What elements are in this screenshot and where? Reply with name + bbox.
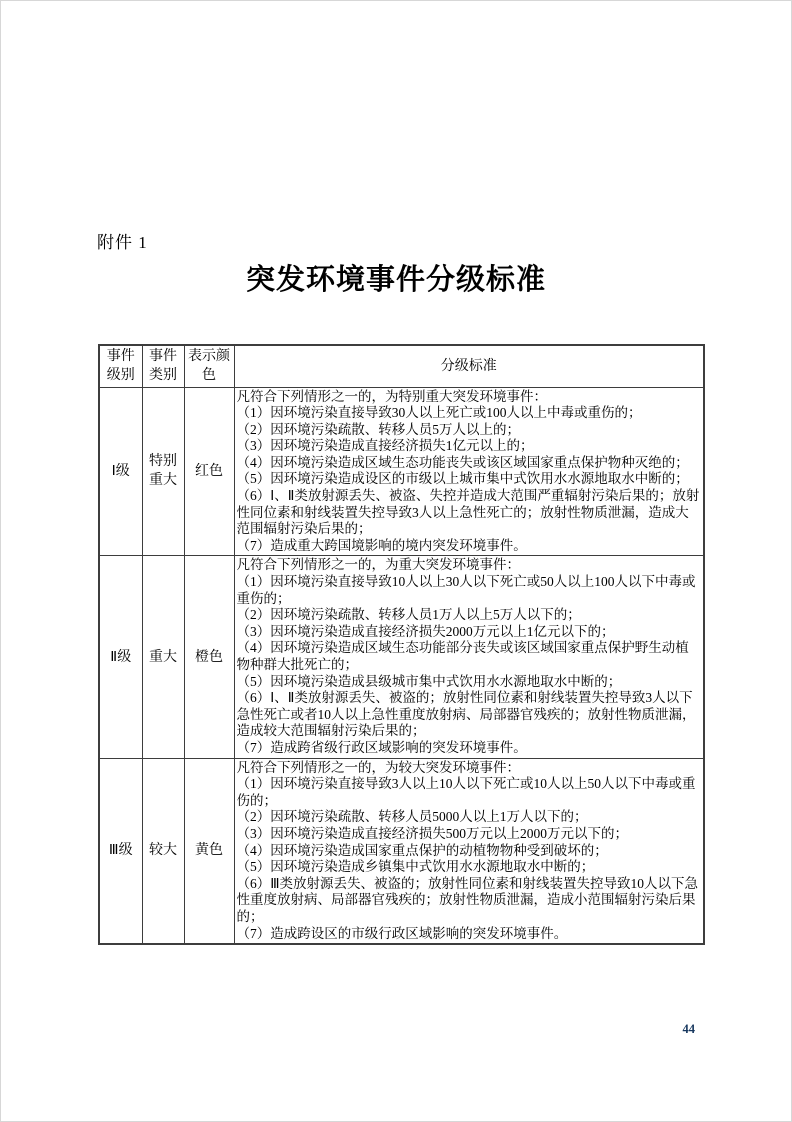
criteria-item: （4）因环境污染造成区域生态功能部分丧失或该区域国家重点保护野生动植物种群大批死亡的； (236, 640, 689, 672)
criteria-item: （6）Ⅲ类放射源丢失、被盗的；放射性同位素和射线装置失控导致10人以下急性重度放射病、局部器官残疾的；放射性物质泄漏，造成小范围辐射污染后果的； (236, 875, 699, 924)
criteria-item: （5）因环境污染造成乡镇集中式饮用水水源地取水中断的； (236, 859, 595, 875)
criteria-intro: 凡符合下列情形之一的，为重大突发环境事件： (236, 557, 520, 573)
criteria-item: （1）因环境污染直接导致10人以上30人以下死亡或50人以上100人以下中毒或重伤的； (236, 574, 696, 606)
header-color: 表示颜色 (184, 345, 234, 387)
criteria-item: （2）因环境污染疏散、转移人员5000人以上1万人以下的； (236, 809, 588, 825)
criteria-item: （3）因环境污染造成直接经济损失500万元以上2000万元以下的； (236, 825, 628, 841)
color-cell: 橙色 (184, 556, 234, 758)
level-cell: Ⅱ级 (99, 556, 142, 758)
criteria-item: （2）因环境污染疏散、转移人员5万人以上的； (236, 421, 520, 437)
header-criteria: 分级标准 (234, 345, 704, 387)
category-cell: 较大 (142, 758, 184, 944)
table-row-level-2 (99, 556, 704, 758)
criteria-item: （4）因环境污染造成区域生态功能丧失或该区域国家重点保护物种灭绝的； (236, 454, 689, 470)
criteria-item: （3）因环境污染造成直接经济损失2000万元以上1亿元以下的； (236, 623, 615, 639)
color-cell: 红色 (184, 387, 234, 556)
document-title: 突发环境事件分级标准 (245, 264, 546, 296)
category-cell: 特别重大 (142, 387, 184, 556)
criteria-item: （2）因环境污染疏散、转移人员1万人以上5万人以下的； (236, 607, 581, 623)
level-cell: Ⅲ级 (99, 758, 142, 944)
criteria-cell (234, 758, 704, 944)
criteria-item: （1）因环境污染直接导致30人以上死亡或100人以上中毒或重伤的； (236, 405, 642, 421)
color-cell: 黄色 (184, 758, 234, 944)
criteria-item: （1）因环境污染直接导致3人以上10人以下死亡或10人以上50人以下中毒或重伤的； (236, 776, 696, 808)
criteria-item: （6）Ⅰ、Ⅱ类放射源丢失、被盗、失控并造成大范围严重辐射污染后果的；放射性同位素和射线装置失控导致3人以上急性死亡的；放射性物质泄漏，造成大范围辐射污染后果的； (236, 488, 700, 537)
attachment-label: 附件 1 (97, 233, 148, 252)
header-event-category: 事件类别 (142, 345, 184, 387)
criteria-cell (234, 387, 704, 556)
classification-table (98, 344, 705, 945)
criteria-item: （6）Ⅰ、Ⅱ类放射源丢失、被盗的；放射性同位素和射线装置失控导致3人以下急性死亡或者10人以上急性重度放射病、局部器官残疾的；放射性物质泄漏，造成较大范围辐射污染后果的； (236, 690, 696, 739)
criteria-item: （7）造成跨省级行政区域影响的突发环境事件。 (236, 739, 527, 755)
page-number: 44 (682, 1022, 695, 1036)
table-row-level-3 (99, 758, 704, 944)
criteria-cell (234, 556, 704, 758)
header-event-level: 事件级别 (99, 345, 142, 387)
criteria-item: （7）造成重大跨国境影响的境内突发环境事件。 (236, 537, 527, 553)
level-cell: Ⅰ级 (99, 387, 142, 556)
criteria-item: （5）因环境污染造成县级城市集中式饮用水水源地取水中断的； (236, 673, 622, 689)
table-row-level-1 (99, 387, 704, 556)
criteria-item: （5）因环境污染造成设区的市级以上城市集中式饮用水水源地取水中断的； (236, 471, 689, 487)
category-cell: 重大 (142, 556, 184, 758)
table-header-row (99, 345, 704, 387)
criteria-item: （3）因环境污染造成直接经济损失1亿元以上的； (236, 438, 534, 454)
criteria-item: （7）造成跨设区的市级行政区域影响的突发环境事件。 (236, 925, 568, 941)
criteria-item: （4）因环境污染造成国家重点保护的动植物物种受到破坏的； (236, 842, 608, 858)
criteria-intro: 凡符合下列情形之一的，为特别重大突发环境事件： (236, 388, 547, 404)
criteria-intro: 凡符合下列情形之一的，为较大突发环境事件： (236, 759, 520, 775)
